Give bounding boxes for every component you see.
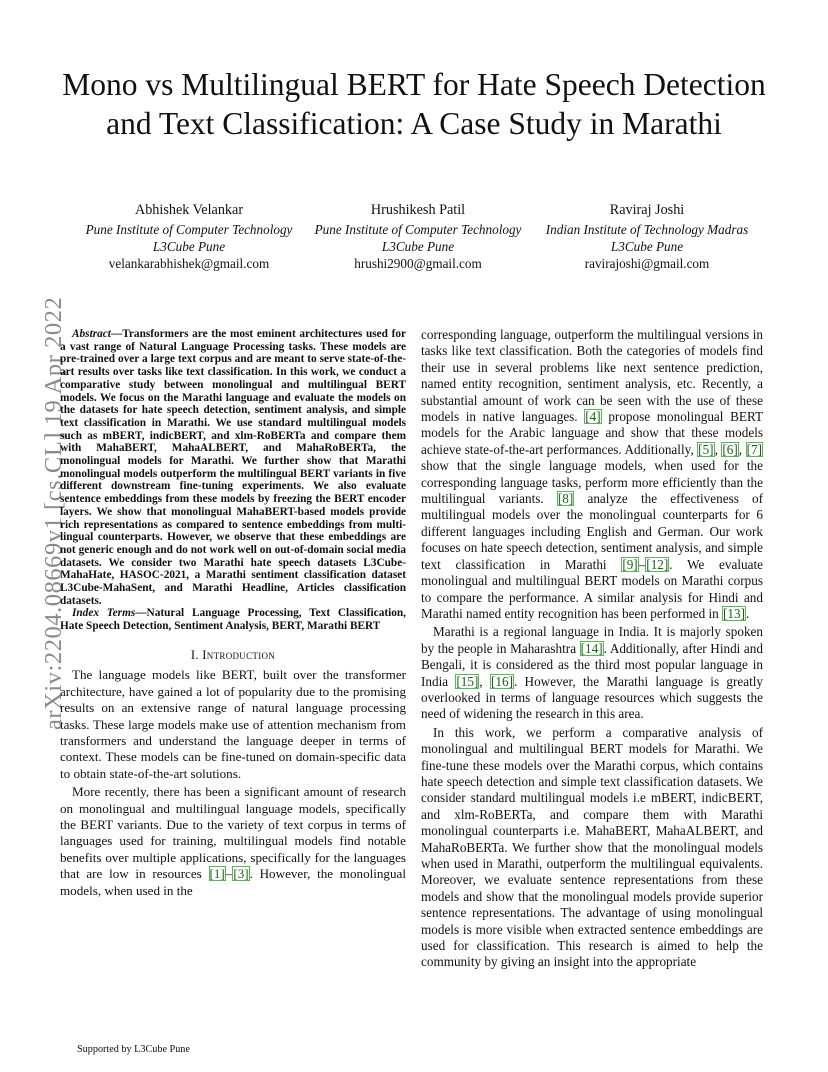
author-affiliation: Pune Institute of Computer Technology <box>314 222 522 237</box>
paragraph-text: . <box>746 605 750 621</box>
paragraph-text: Marathi is a regional language in India. It is majorly spoken by the people in Maharashtra <box>421 624 763 656</box>
paragraph-text: corresponding language, outperform the multilingual versions in tasks like text classification. Both the categories of models find their use in several problems like next sentence prediction, named entity recognition, sentiment analysis, etc. Recently, a substantial amount of work can be seen with the use of these models in native languages. <box>421 327 763 425</box>
intro-paragraph-continued <box>421 327 763 622</box>
arxiv-sidebar-stamp: arXiv:2204.08669v1 [cs.CL] 19 Apr 2022 <box>40 296 67 730</box>
paragraph-text: More recently, there has been a significant amount of research on monolingual and multilingual language models, specifically the BERT variants. Due to the variety of text corpus in terms of languages used for training, multilingual models find notable benefits over multiple applications, specifically for the languages that are low in resources <box>60 784 406 882</box>
author-block-1 <box>69 202 309 272</box>
intro-paragraph-this-work: In this work, we perform a comparative analysis of monolingual and multilingual BERT models for Marathi. We fine-tune these models over the Marathi corpus, which contains hate speech detection and simple text classification datasets. We consider standard multilingual models i.e mBERT, indicBERT, and xlm-RoBERTa, and compare them with Marathi monolingual counterparts i.e. MahaBERT, MahaALBERT, and MahaRoBERTa. We further show that the monolingual models when used in Marathi, outperform the multilingual equivalents. Moreover, we evaluate sentence representations from these models and show that the monolingual models provide superior sentence representations. The advantage of using monolingual models is more visible when extracted sentence embeddings are used for classification. This research is aimed to help the community by giving an insight into the appropriate <box>421 724 763 970</box>
section-heading-introduction <box>60 647 406 663</box>
author-name: Abhishek Velankar <box>134 202 244 218</box>
left-column <box>60 328 406 901</box>
citation-link[interactable]: [12] <box>646 556 669 572</box>
citation-link[interactable]: [6] <box>722 441 738 457</box>
index-terms-label: Index Terms <box>72 607 136 620</box>
paragraph-text: . However, the Marathi language is greatly overlooked in terms of language resources which suggests the need of widening the research in this area. <box>421 673 764 722</box>
citation-link[interactable]: [3] <box>233 866 249 882</box>
citation-link[interactable]: [1] <box>209 866 225 882</box>
author-affiliation: Indian Institute of Technology Madras <box>545 222 749 237</box>
paragraph-text: . However, the monolingual models, when used in the <box>60 866 406 898</box>
footnote: Supported by L3Cube Pune <box>77 1044 190 1055</box>
author-email: velankarabhishek@gmail.com <box>108 256 270 271</box>
paper-title: Mono vs Multilingual BERT for Hate Speech Detection and Text Classification: A Case Study in Marathi <box>62 67 766 141</box>
author-name: Raviraj Joshi <box>609 202 685 218</box>
separator: , <box>714 441 722 457</box>
separator: , <box>479 673 490 689</box>
author-organization: L3Cube Pune <box>381 239 455 254</box>
paragraph-text: . Additionally, after Hindi and Bengali, it is considered as the third most popular language in India <box>421 640 763 689</box>
paragraph-text: show that the single language models, when used for the corresponding language tasks, perform more efficiently than the multilingual variants. <box>421 458 763 507</box>
abstract-text: —Transformers are the most eminent architectures used for a vast range of Natural Language Processing tasks. These models are pre-trained over a large text corpus and are meant to serve state-of-the-art results over tasks like text classification. In this work, we conduct a comparative study between monolingual and multilingual BERT models. We focus on the Marathi language and evaluate the models on the datasets for hate speech detection, sentiment analysis, and simple text classification in Marathi. We use standard multilingual models such as mBERT, indicBERT, and xlm-RoBERTa and compare them with MahaBERT, MahaALBERT, and MahaRoBERTa, the monolingual models for Marathi. We further show that Marathi monolingual models outperform the multilingual BERT variants in five different downstream fine-tuning experiments. We also evaluate sentence embeddings from these models by freezing the BERT encoder layers. We show that monolingual MahaBERT-based models provide rich representations as compared to sentence embeddings from multi-lingual counterparts. However, we observe that these embeddings are not generic enough and do not work well on out-of-domain social media datasets. We consider two Marathi hate speech datasets L3Cube-MahaHate, HASOC-2021, a Marathi sentiment classification dataset L3Cube-MahaSent, and Marathi Headline, Articles classification datasets. <box>60 328 406 607</box>
range-dash: – <box>638 556 646 572</box>
index-terms <box>60 607 406 632</box>
section-title: Introduction <box>202 647 276 662</box>
author-organization: L3Cube Pune <box>152 239 226 254</box>
author-block-2 <box>298 202 538 272</box>
author-email: hrushi2900@gmail.com <box>354 256 482 271</box>
abstract <box>60 328 406 607</box>
section-number: I. <box>190 647 203 662</box>
citation-link[interactable]: [15] <box>456 673 479 689</box>
abstract-label: Abstract <box>72 328 111 340</box>
citation-link[interactable]: [13] <box>723 605 745 621</box>
author-organization: L3Cube Pune <box>610 239 684 254</box>
author-email: ravirajoshi@gmail.com <box>584 256 710 271</box>
author-name: Hrushikesh Patil <box>370 202 466 218</box>
separator: , <box>738 441 746 457</box>
paragraph-text: propose monolingual BERT models for the Arabic language and show that these models achieve state-of-the-art performances. Additionally, <box>421 409 764 457</box>
intro-paragraph-2 <box>60 784 406 899</box>
range-dash: – <box>225 866 233 882</box>
intro-paragraph-marathi <box>421 624 763 722</box>
citation-link[interactable]: [8] <box>557 491 574 507</box>
citation-link[interactable]: [16] <box>490 673 513 689</box>
author-affiliation: Pune Institute of Computer Technology <box>85 222 293 237</box>
paragraph-text: . We evaluate monolingual and multilingual BERT models on Marathi corpus to compare the performance. A similar analysis for Hindi and Marathi named entity recognition has been performed in <box>421 556 763 621</box>
author-block-3 <box>527 202 767 272</box>
citation-link[interactable]: [14] <box>580 640 603 656</box>
intro-paragraph-1: The language models like BERT, built over the transformer architecture, have gained a lot of popularity due to the promising results on an extensive range of natural language processing tasks. These large models make use of attention mechanism from transformers and understand the language deeper in terms of context. These models can be fine-tuned on domain-specific data to obtain state-of-the-art solutions. <box>60 667 406 781</box>
citation-link[interactable]: [9] <box>622 556 638 572</box>
index-terms-text: —Natural Language Processing, Text Classification, Hate Speech Detection, Sentiment Analysis, BERT, Marathi BERT <box>60 607 406 633</box>
paragraph-text: analyze the effectiveness of multilingual models over the monolingual counterparts for 6 different languages including English and German. Our work focuses on hate speech detection, sentiment analysis, and simple text classification in Marathi <box>421 491 764 572</box>
citation-link[interactable]: [4] <box>585 409 601 425</box>
right-column <box>421 327 763 973</box>
citation-link[interactable]: [7] <box>746 441 762 457</box>
citation-link[interactable]: [5] <box>698 441 714 457</box>
